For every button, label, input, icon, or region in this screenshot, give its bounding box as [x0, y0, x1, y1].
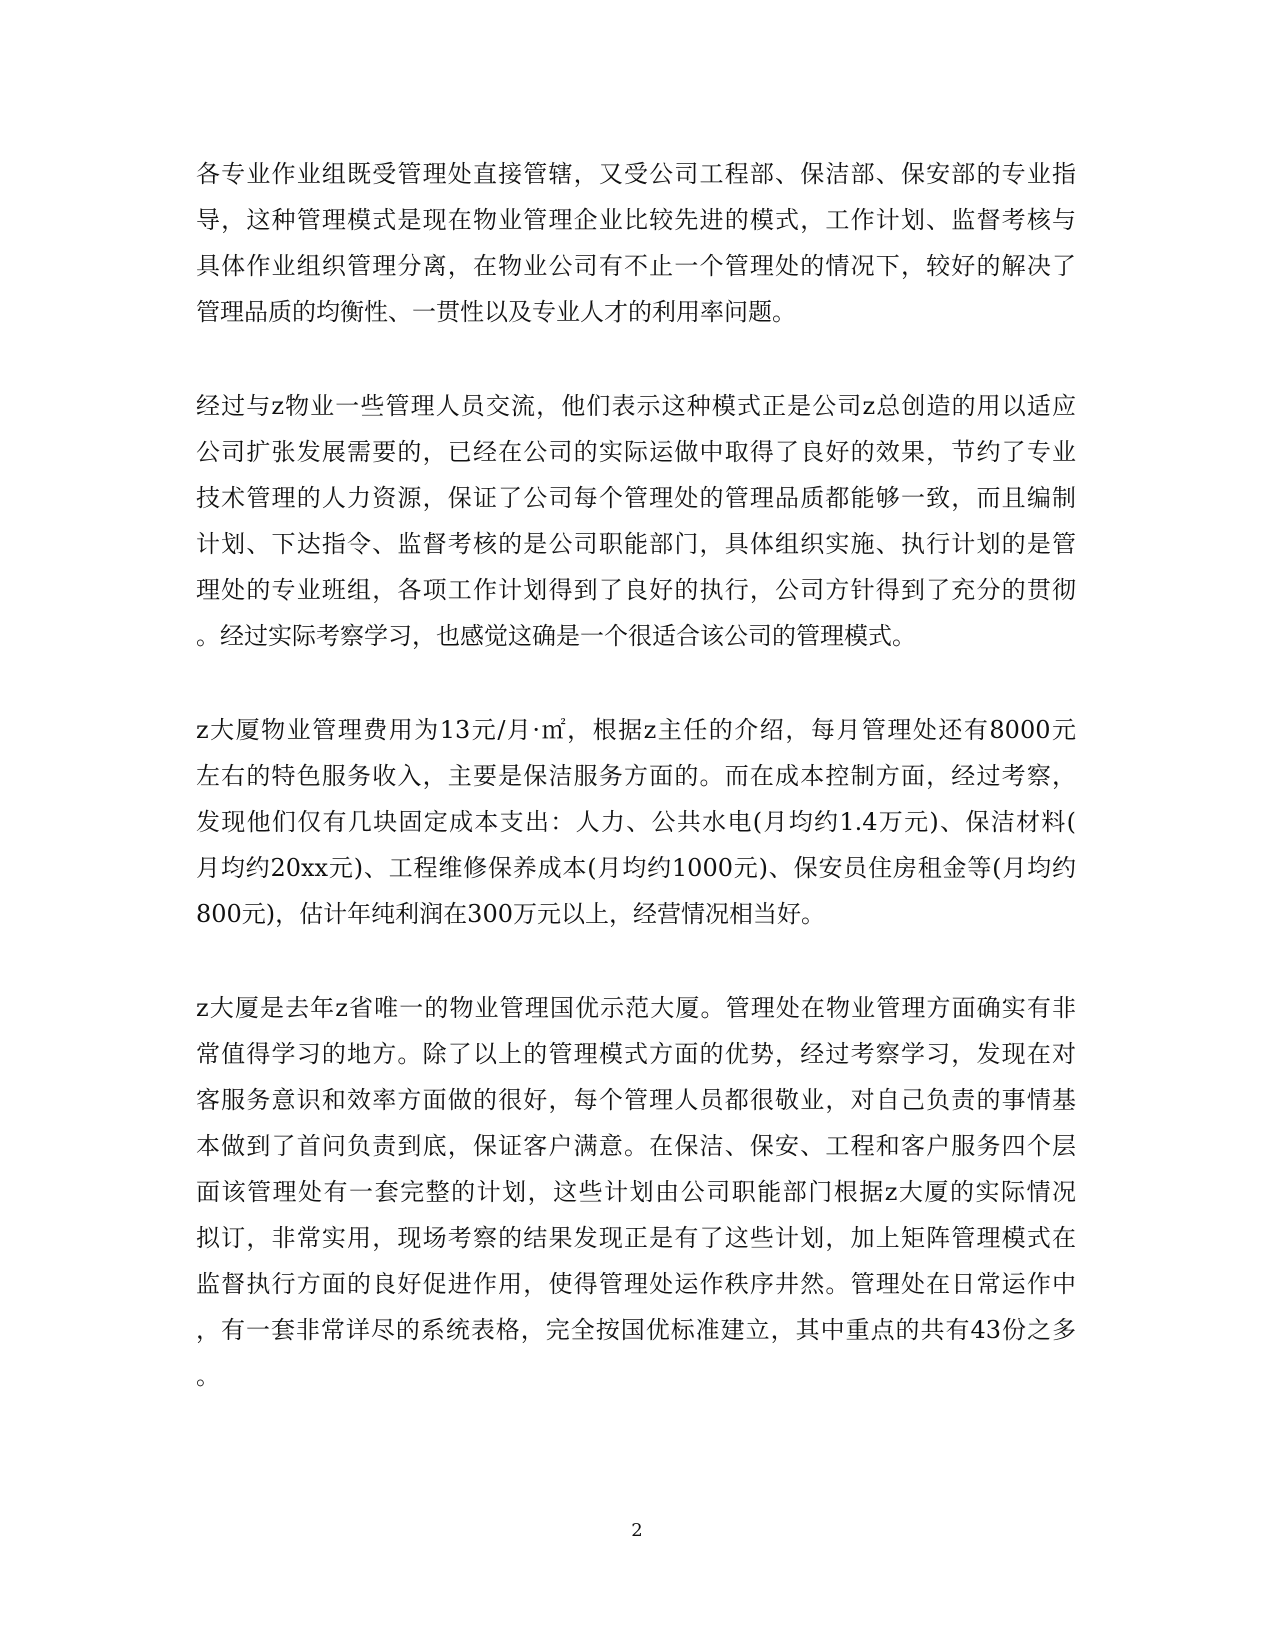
text-line: 左右的特色服务收入，主要是保洁服务方面的。而在成本控制方面，经过考察， [196, 762, 1076, 790]
text-line: z大厦是去年z省唯一的物业管理国优示范大厦。管理处在物业管理方面确实有非 [196, 994, 1076, 1022]
text-line: ，有一套非常详尽的系统表格，完全按国优标准建立，其中重点的共有43份之多 [196, 1316, 1076, 1344]
text-line: 常值得学习的地方。除了以上的管理模式方面的优势，经过考察学习，发现在对 [196, 1040, 1076, 1068]
text-line: 理处的专业班组，各项工作计划得到了良好的执行，公司方针得到了充分的贯彻 [196, 576, 1076, 604]
text-line: 客服务意识和效率方面做的很好，每个管理人员都很敬业，对自己负责的事情基 [196, 1086, 1076, 1114]
text-line: 各专业作业组既受管理处直接管辖，又受公司工程部、保洁部、保安部的专业指 [196, 160, 1076, 188]
text-line: 。经过实际考察学习，也感觉这确是一个很适合该公司的管理模式。 [196, 622, 916, 650]
text-line: 技术管理的人力资源，保证了公司每个管理处的管理品质都能够一致，而且编制 [196, 484, 1076, 512]
text-line: 监督执行方面的良好促进作用，使得管理处运作秩序井然。管理处在日常运作中 [196, 1270, 1076, 1298]
text-line: 公司扩张发展需要的，已经在公司的实际运做中取得了良好的效果，节约了专业 [196, 438, 1076, 466]
page-number: 2 [631, 1520, 643, 1541]
text-line: z大厦物业管理费用为13元/月·㎡，根据z主任的介绍，每月管理处还有8000元 [196, 716, 1076, 744]
text-line: 发现他们仅有几块固定成本支出：人力、公共水电(月均约1.4万元)、保洁材料( [196, 808, 1076, 836]
text-line: 拟订，非常实用，现场考察的结果发现正是有了这些计划，加上矩阵管理模式在 [196, 1224, 1076, 1252]
text-line: 月均约20xx元)、工程维修保养成本(月均约1000元)、保安员住房租金等(月均约 [196, 854, 1076, 882]
text-line: 具体作业组织管理分离，在物业公司有不止一个管理处的情况下，较好的解决了 [196, 252, 1076, 280]
text-line: 导，这种管理模式是现在物业管理企业比较先进的模式，工作计划、监督考核与 [196, 206, 1076, 234]
text-line: 800元)，估计年纯利润在300万元以上，经营情况相当好。 [196, 900, 825, 928]
text-line: 。 [196, 1362, 220, 1390]
text-line: 计划、下达指令、监督考核的是公司职能部门，具体组织实施、执行计划的是管 [196, 530, 1076, 558]
text-line: 管理品质的均衡性、一贯性以及专业人才的利用率问题。 [196, 298, 796, 326]
text-line: 经过与z物业一些管理人员交流，他们表示这种模式正是公司z总创造的用以适应 [196, 392, 1076, 420]
text-line: 面该管理处有一套完整的计划，这些计划由公司职能部门根据z大厦的实际情况 [196, 1178, 1076, 1206]
text-line: 本做到了首问负责到底，保证客户满意。在保洁、保安、工程和客户服务四个层 [196, 1132, 1076, 1160]
